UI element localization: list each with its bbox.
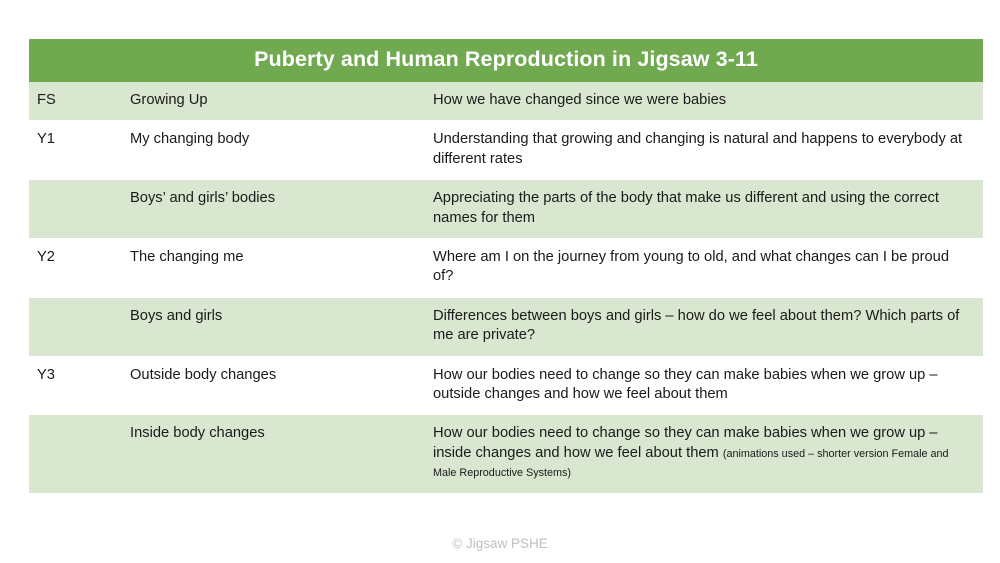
page-title: Puberty and Human Reproduction in Jigsaw 3-11 — [29, 39, 983, 82]
row-topic: Boys and girls — [118, 297, 423, 356]
table-row — [29, 297, 983, 356]
row-description-text: How our bodies need to change so they can make babies when we grow up – inside changes and how we feel about them — [433, 425, 938, 461]
table-row — [29, 180, 983, 239]
row-description-text: How our bodies need to change so they can make babies when we grow up – outside changes and how we feel about them — [433, 366, 938, 403]
table-row — [29, 356, 983, 415]
row-description-text: Where am I on the journey from young to old, and what changes can I be proud of? — [433, 249, 950, 285]
row-topic: Growing Up — [118, 82, 423, 121]
table-row — [29, 121, 983, 180]
row-description-note: (animations used – shorter version Female and Male Reproductive Systems) — [433, 447, 949, 480]
table-body — [29, 82, 983, 493]
row-description — [423, 121, 983, 180]
row-description-text: How we have changed since we were babies — [433, 92, 727, 108]
row-topic: My changing body — [118, 121, 423, 180]
row-topic: Inside body changes — [118, 415, 423, 493]
row-year — [29, 415, 118, 493]
row-description-text: Differences between boys and girls – how do we feel about them? Which parts of me are private? — [433, 307, 960, 344]
row-description — [423, 82, 983, 121]
curriculum-table — [29, 39, 983, 494]
row-topic: Outside body changes — [118, 356, 423, 415]
table-row — [29, 415, 983, 493]
row-description — [423, 356, 983, 415]
table-container — [29, 39, 983, 494]
row-topic: Boys’ and girls’ bodies — [118, 180, 423, 239]
table-row — [29, 82, 983, 121]
row-year — [29, 180, 118, 239]
row-year: FS — [29, 82, 118, 121]
row-description — [423, 180, 983, 239]
row-year: Y2 — [29, 239, 118, 298]
row-year: Y1 — [29, 121, 118, 180]
table-title-row — [29, 39, 983, 82]
copyright-footer: © Jigsaw PSHE — [452, 536, 548, 551]
row-topic: The changing me — [118, 239, 423, 298]
row-description-text: Understanding that growing and changing is natural and happens to everybody at different rates — [433, 131, 963, 167]
row-description — [423, 415, 983, 493]
row-year: Y3 — [29, 356, 118, 415]
row-year — [29, 297, 118, 356]
row-description-text: Appreciating the parts of the body that make us different and using the correct names for them — [433, 190, 939, 226]
row-description — [423, 297, 983, 356]
row-description — [423, 239, 983, 298]
table-row — [29, 239, 983, 298]
